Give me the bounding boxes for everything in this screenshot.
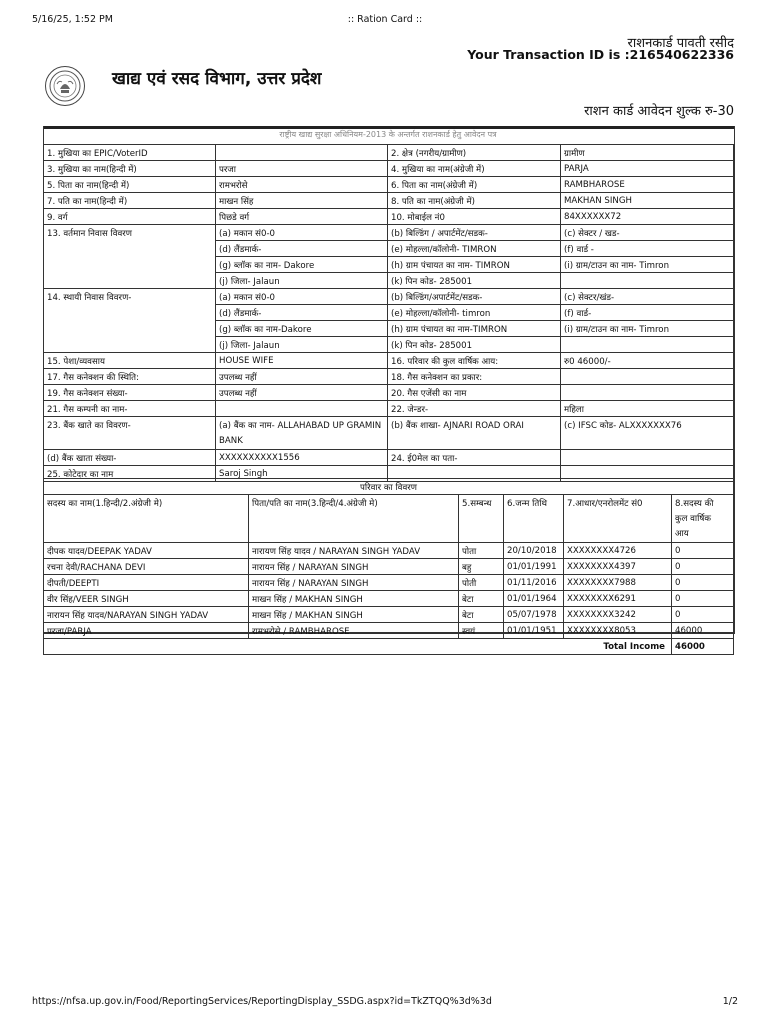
- family-member-row: [44, 623, 734, 639]
- field-label: 4. मुखिया का नाम(अंग्रेजी में): [388, 161, 561, 177]
- member-aadhaar: XXXXXXXX6291: [564, 591, 672, 607]
- field-value: [561, 369, 734, 385]
- address-field: (h) ग्राम पंचायत का नाम- TIMRON: [388, 257, 561, 273]
- member-relation: स्वयं: [459, 623, 504, 639]
- print-timestamp: 5/16/25, 1:52 PM: [32, 14, 113, 25]
- field-value: पिछडे वर्ग: [216, 209, 388, 225]
- member-aadhaar: XXXXXXXX3242: [564, 607, 672, 623]
- print-url: https://nfsa.up.gov.in/Food/ReportingServices/ReportingDisplay_SSDG.aspx?id=TkZTQQ%3d%3d: [32, 996, 492, 1007]
- member-relation: बहु: [459, 559, 504, 575]
- up-government-emblem-icon: [45, 66, 85, 106]
- print-header: [32, 14, 738, 28]
- address-field: (a) मकान सं0-0: [216, 225, 388, 241]
- current-address-table: [43, 224, 734, 289]
- member-relation: बेटा: [459, 607, 504, 623]
- field-label: 16. परिवार की कुल वार्षिक आय:: [388, 353, 561, 369]
- address-field: (c) सेक्टर / खड-: [561, 225, 734, 241]
- application-fee: राशन कार्ड आवेदन शुल्क रु-30: [584, 104, 734, 119]
- bank-table: [43, 416, 734, 482]
- field-value: [216, 145, 388, 161]
- address-field: (k) पिन कोड- 285001: [388, 337, 561, 353]
- family-member-row: [44, 559, 734, 575]
- family-member-row: [44, 607, 734, 623]
- family-header-dob: 6.जन्म तिथि: [504, 495, 564, 543]
- family-header-income-3: आय: [675, 529, 689, 539]
- member-guardian: माखन सिंह / MAKHAN SINGH: [249, 607, 459, 623]
- address-field: (f) वार्ड -: [561, 241, 734, 257]
- member-relation: पोता: [459, 543, 504, 559]
- form-row: [44, 353, 734, 369]
- total-income-value: 46000: [672, 639, 734, 655]
- form-row: [44, 209, 734, 225]
- member-income: 0: [672, 575, 734, 591]
- member-aadhaar: XXXXXXXX4726: [564, 543, 672, 559]
- member-income: 0: [672, 543, 734, 559]
- member-name: परजा/PARJA: [44, 623, 249, 639]
- address-field: (g) ब्लॉक का नाम-Dakore: [216, 321, 388, 337]
- field-label: 17. गैस कनेक्शन की स्थिति:: [44, 369, 216, 385]
- member-dob: 01/01/1964: [504, 591, 564, 607]
- address-field: (b) बिल्डिंग / अपार्टमेंट/सडक-: [388, 225, 561, 241]
- address-row: [44, 225, 734, 241]
- family-section-title: परिवार का विवरण: [44, 479, 734, 495]
- address-field: (h) ग्राम पंचायत का नाम-TIMRON: [388, 321, 561, 337]
- member-dob: 01/01/1991: [504, 559, 564, 575]
- field-value: रामभरोसे: [216, 177, 388, 193]
- email-label: 24. ई0मेल का पता-: [388, 450, 561, 466]
- field-value: रु0 46000/-: [561, 353, 734, 369]
- field-label: 20. गैस एजेंसी का नाम: [388, 385, 561, 401]
- family-header-income-2: कुल वार्षिक: [675, 514, 711, 524]
- member-name: नारायन सिंह यादव/NARAYAN SINGH YADAV: [44, 607, 249, 623]
- field-label: 22. जेन्डर-: [388, 401, 561, 417]
- member-name: वीर सिंह/VEER SINGH: [44, 591, 249, 607]
- dealer-label: 25. कोटेदार का नाम: [44, 466, 216, 482]
- family-header-relation: 5.सम्बन्ध: [459, 495, 504, 543]
- dealer-value: Saroj Singh: [216, 466, 388, 482]
- address-section-label: 13. वर्तमान निवास विवरण: [44, 225, 216, 289]
- family-member-row: [44, 591, 734, 607]
- field-label: 5. पिता का नाम(हिन्दी में): [44, 177, 216, 193]
- address-field: (d) लैंडमार्क-: [216, 241, 388, 257]
- address-row: [44, 289, 734, 305]
- bank-ifsc: (c) IFSC कोड- ALXXXXXXX76: [561, 417, 734, 450]
- member-income: 0: [672, 607, 734, 623]
- field-label: 3. मुखिया का नाम(हिन्दी में): [44, 161, 216, 177]
- field-label: 10. मोबाईल नं0: [388, 209, 561, 225]
- receipt-title: राशनकार्ड पावती रसीद: [627, 36, 734, 51]
- form-row: [44, 161, 734, 177]
- field-label: 2. क्षेत्र (नगरीय/ग्रामीण): [388, 145, 561, 161]
- total-income-label: Total Income: [44, 639, 672, 655]
- income-gas-table: [43, 352, 734, 417]
- print-footer: [32, 996, 738, 1010]
- family-header-guardian: पिता/पति का नाम(3.हिन्दी/4.अंग्रेजी मे): [249, 495, 459, 543]
- member-aadhaar: XXXXXXXX4397: [564, 559, 672, 575]
- address-field: (a) मकान सं0-0: [216, 289, 388, 305]
- address-field: (j) जिला- Jalaun: [216, 337, 388, 353]
- field-value: [561, 385, 734, 401]
- field-value: 84XXXXXX72: [561, 209, 734, 225]
- field-label: 1. मुखिया का EPIC/VoterID: [44, 145, 216, 161]
- account-number-value: XXXXXXXXXX1556: [216, 450, 388, 466]
- account-number-label: (d) बैंक खाता संख्या-: [44, 450, 216, 466]
- form-row: [44, 145, 734, 161]
- member-name: दीपक यादव/DEEPAK YADAV: [44, 543, 249, 559]
- address-field: (k) पिन कोड- 285001: [388, 273, 561, 289]
- address-field: (i) ग्राम/टाउन का नाम- Timron: [561, 321, 734, 337]
- family-member-row: [44, 543, 734, 559]
- email-value: [561, 450, 734, 466]
- transaction-id: Your Transaction ID is :216540622336: [467, 47, 734, 62]
- field-label: 7. पति का नाम(हिन्दी में): [44, 193, 216, 209]
- family-table: [43, 478, 734, 655]
- field-value: उपलब्ध नहीं: [216, 369, 388, 385]
- field-value: उपलब्ध नहीं: [216, 385, 388, 401]
- member-dob: 01/01/1951: [504, 623, 564, 639]
- address-field: (e) मोहल्ला/कॉलोनी- TIMRON: [388, 241, 561, 257]
- family-header-income-1: 8.सदस्य की: [675, 499, 714, 509]
- form-row: [44, 385, 734, 401]
- family-header-aadhaar: 7.आधार/एनरोलमेंट सं0: [564, 495, 672, 543]
- bank-label: 23. बैंक खाते का विवरण-: [44, 417, 216, 450]
- field-value: MAKHAN SINGH: [561, 193, 734, 209]
- address-field: (i) ग्राम/टाउन का नाम- Timron: [561, 257, 734, 273]
- field-value: PARJA: [561, 161, 734, 177]
- permanent-address-table: [43, 288, 734, 353]
- field-value: HOUSE WIFE: [216, 353, 388, 369]
- address-field: (j) जिला- Jalaun: [216, 273, 388, 289]
- field-value: [216, 401, 388, 417]
- member-guardian: माखन सिंह / MAKHAN SINGH: [249, 591, 459, 607]
- field-label: 15. पेशा/व्यवसाय: [44, 353, 216, 369]
- field-label: 19. गैस कनेक्शन संख्या-: [44, 385, 216, 401]
- member-aadhaar: XXXXXXXX8053: [564, 623, 672, 639]
- form-row: [44, 193, 734, 209]
- member-dob: 05/07/1978: [504, 607, 564, 623]
- member-dob: 01/11/2016: [504, 575, 564, 591]
- form-row: [44, 177, 734, 193]
- bank-name-cont: BANK: [219, 436, 243, 446]
- member-income: 46000: [672, 623, 734, 639]
- member-income: 0: [672, 559, 734, 575]
- address-field: [561, 273, 734, 289]
- field-value: परजा: [216, 161, 388, 177]
- address-field: (d) लैंडमार्क-: [216, 305, 388, 321]
- member-guardian: नारायण सिंह यादव / NARAYAN SINGH YADAV: [249, 543, 459, 559]
- member-relation: बेटा: [459, 591, 504, 607]
- form-subtitle: राष्ट्रीय खाद्य सुरक्षा अधिनियम-2013 के अन्तर्गत राशनकार्ड हेतु आवेदन पत्र: [279, 130, 497, 139]
- field-value: ग्रामीण: [561, 145, 734, 161]
- field-label: 6. पिता का नाम(अंग्रेजी में): [388, 177, 561, 193]
- department-title: खाद्य एवं रसद विभाग, उत्तर प्रदेश: [112, 69, 322, 89]
- total-income-row: [44, 639, 734, 655]
- field-label: 21. गैस कम्पनी का नाम-: [44, 401, 216, 417]
- form-row: [44, 369, 734, 385]
- print-page-number: 1/2: [722, 996, 738, 1007]
- family-header-name: सदस्य का नाम(1.हिन्दी/2.अंग्रेजी मे): [44, 495, 249, 543]
- member-name: दीपती/DEEPTI: [44, 575, 249, 591]
- member-dob: 20/10/2018: [504, 543, 564, 559]
- address-field: (b) बिल्डिंग/अपार्टमेंट/सडक-: [388, 289, 561, 305]
- print-page-title: :: Ration Card ::: [347, 14, 423, 25]
- bank-name: (a) बैंक का नाम- ALLAHABAD UP GRAMIN: [219, 421, 382, 431]
- member-name: रचना देवी/RACHANA DEVI: [44, 559, 249, 575]
- field-label: 9. वर्ग: [44, 209, 216, 225]
- address-field: (g) ब्लॉक का नाम- Dakore: [216, 257, 388, 273]
- field-value: RAMBHAROSE: [561, 177, 734, 193]
- member-income: 0: [672, 591, 734, 607]
- member-aadhaar: XXXXXXXX7988: [564, 575, 672, 591]
- field-value: महिला: [561, 401, 734, 417]
- member-guardian: नारायन सिंह / NARAYAN SINGH: [249, 559, 459, 575]
- family-member-row: [44, 575, 734, 591]
- member-guardian: नारायन सिंह / NARAYAN SINGH: [249, 575, 459, 591]
- address-field: (c) सेक्टर/खंड-: [561, 289, 734, 305]
- member-relation: पोती: [459, 575, 504, 591]
- bank-branch: (b) बैंक शाखा- AJNARI ROAD ORAI: [388, 417, 561, 450]
- field-label: 8. पति का नाम(अंग्रेजी में): [388, 193, 561, 209]
- form-row: [44, 401, 734, 417]
- field-value: माखन सिंह: [216, 193, 388, 209]
- address-section-label: 14. स्थायी निवास विवरण-: [44, 289, 216, 353]
- address-field: (f) वार्ड-: [561, 305, 734, 321]
- member-guardian: रामभरोसे / RAMBHAROSE: [249, 623, 459, 639]
- applicant-info-table: [43, 144, 734, 225]
- field-label: 18. गैस कनेक्शन का प्रकार:: [388, 369, 561, 385]
- address-field: (e) मोहल्ला/कॉलोनी- timron: [388, 305, 561, 321]
- address-field: [561, 337, 734, 353]
